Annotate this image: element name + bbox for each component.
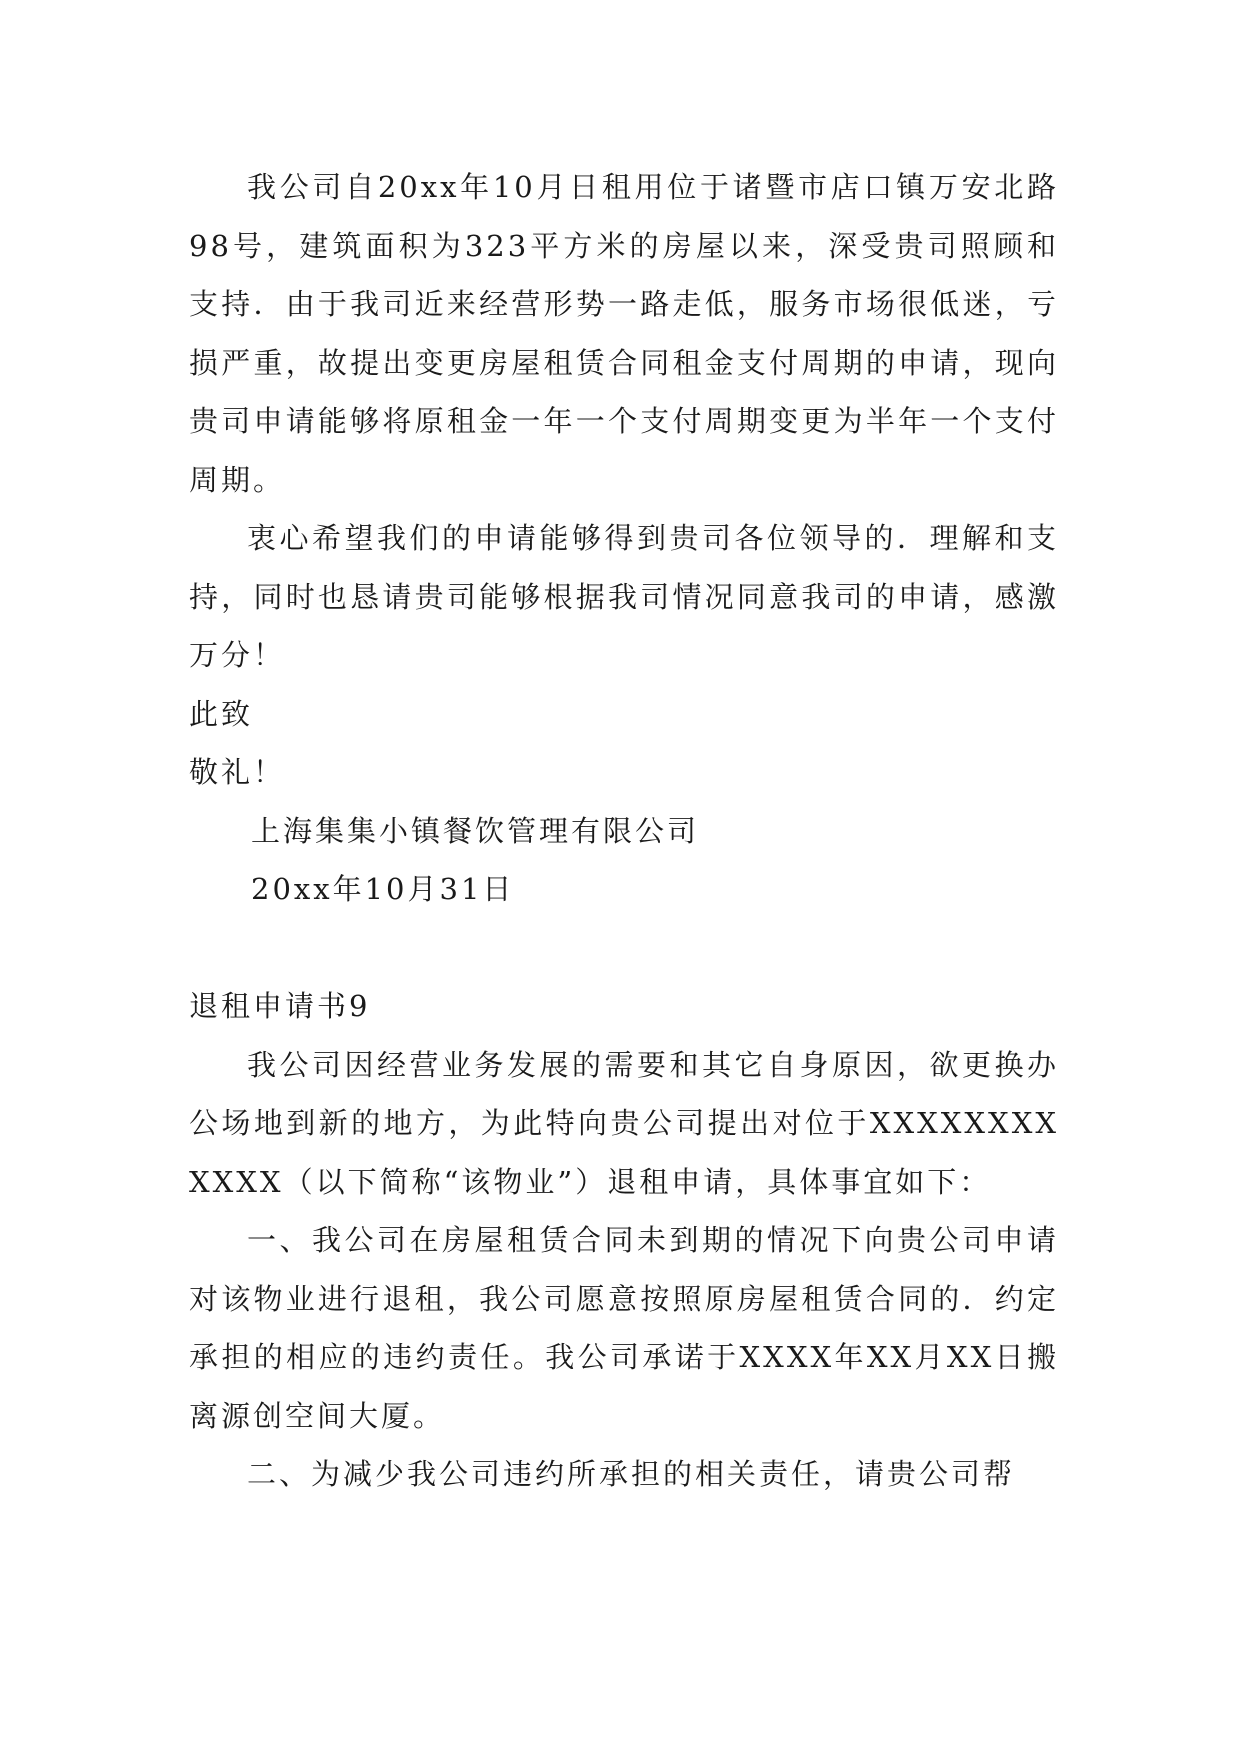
signature-date: 20xx年10月31日 bbox=[251, 872, 515, 906]
section-spacer bbox=[189, 919, 1059, 978]
letter1-paragraph-1: 我公司自20xx年10月日租用位于诸暨市店口镇万安北路98号，建筑面积为323平方米的房屋以来，深受贵司照顾和支持．由于我司近来经营形势一路走低，服务市场很低迷，亏损严重，故提出变更房屋租赁合同租金支付周期的申请，现向贵司申请能够将原租金一年一个支付周期变更为半年一个支付周期。 bbox=[189, 170, 1059, 497]
document-body bbox=[189, 158, 1059, 1504]
section-heading: 退租申请书9 bbox=[189, 989, 371, 1023]
signature-company: 上海集集小镇餐饮管理有限公司 bbox=[251, 813, 700, 848]
letter2-paragraph-3: 二、为减少我公司违约所承担的相关责任，请贵公司帮 bbox=[247, 1457, 1016, 1491]
letter1-paragraph-2: 衷心希望我们的申请能够得到贵司各位领导的．理解和支持，同时也恳请贵司能够根据我司情况同意我司的申请，感激万分！ bbox=[189, 521, 1059, 672]
closing-regards: 敬礼！ bbox=[189, 755, 286, 789]
letter2-paragraph-2: 一、我公司在房屋租赁合同未到期的情况下向贵公司申请对该物业进行退租，我公司愿意按照原房屋租赁合同的．约定承担的相应的违约责任。我公司承诺于XXXX年XX月XX日搬离源创空间大厦。 bbox=[189, 1223, 1059, 1433]
letter2-paragraph-1: 我公司因经营业务发展的需要和其它自身原因，欲更换办公场地到新的地方，为此特向贵公司提出对位于XXXXXXXXXXXX（以下简称“该物业”）退租申请，具体事宜如下： bbox=[189, 1047, 1059, 1199]
closing-salutation: 此致 bbox=[189, 696, 254, 731]
